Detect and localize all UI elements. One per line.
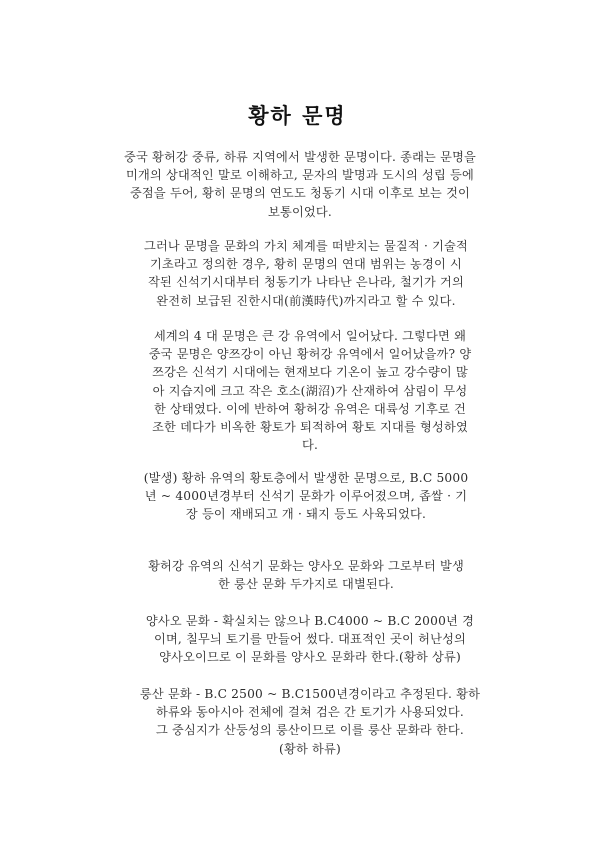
text-line: 룽산 문화 - B.C 2500 ~ B.C1500년경이라고 추정된다. 황하	[139, 687, 481, 701]
text-line: 이며, 칠무늬 토기를 만들어 썼다. 대표적인 곳이 허난성의	[153, 632, 467, 647]
text-line: (황하 하류)	[279, 741, 341, 756]
text-line: 중점을 두어, 황히 문명의 연도도 청동기 시대 이후로 보는 것이	[129, 186, 471, 201]
text-line: 보통이었다.	[268, 204, 332, 219]
document-title: 황하 문명	[248, 103, 347, 128]
text-line: 조한 데다가 비옥한 황토가 퇴적하여 황토 지대를 형성하였	[152, 420, 468, 435]
text-line: 미개의 상대적인 말로 이해하고, 문자의 발명과 도시의 성립 등에	[126, 168, 474, 183]
text-line: 중국 황허강 중류, 하류 지역에서 발생한 문명이다. 종래는 문명을	[123, 150, 477, 164]
text-line: 다.	[301, 438, 319, 453]
text-line: 하류와 동아시아 전체에 걸쳐 검은 간 토기가 사용되었다.	[156, 705, 464, 720]
text-line: 아 지습지에 크고 작은 호소(湖沼)가 산재하여 삼림이 무성	[152, 383, 468, 398]
text-line: 세계의 4 대 문명은 큰 강 유역에서 일어났다. 그렇다면 왜	[153, 329, 467, 343]
text-line: 작된 신석기시대부터 청동기가 나타난 은나라, 철기가 거의	[148, 275, 464, 290]
text-line: 완전히 보급된 진한시대(前漢時代)까지라고 할 수 있다.	[156, 293, 456, 308]
text-line: 양사오 문화 - 확실치는 않으나 B.C4000 ~ B.C 2000년 경	[145, 614, 475, 628]
text-line: 쯔강은 신석기 시대에는 현재보다 기온이 높고 강수량이 많	[152, 365, 468, 380]
text-line: 그러나 문명을 문화의 가치 체계를 떠받치는 물질적 · 기술적	[143, 239, 469, 253]
paragraph-longshan-culture	[110, 685, 510, 758]
text-line: 한 룽산 문화 두가지로 대별된다.	[217, 577, 395, 592]
text-line: 기초라고 정의한 경우, 황히 문명의 연대 범위는 농경이 시	[149, 257, 463, 272]
paragraph-neolithic-cultures	[110, 557, 502, 593]
text-line: 한 상태였다. 이에 반하여 황허강 유역은 대륙성 기후로 건	[153, 401, 467, 416]
paragraph-river-comparison	[110, 327, 510, 454]
text-line: 중국 문명은 양쯔강이 아닌 황허강 유역에서 일어났을까? 양	[148, 347, 472, 362]
text-line: 년 ~ 4000년경부터 신석기 문화가 이루어졌으며, 좁쌀 · 기	[144, 489, 468, 504]
paragraph-period-range	[110, 237, 502, 310]
text-line: 양사오이므로 이 문화를 양사오 문화라 한다.(황하 상류)	[159, 650, 461, 665]
text-line: 황허강 유역의 신석기 문화는 양사오 문화와 그로부터 발생	[148, 559, 464, 573]
text-line: 그 중심지가 산둥성의 룽산이므로 이를 룽산 문화라 한다.	[156, 723, 464, 738]
paragraph-definition	[80, 148, 520, 221]
paragraph-origin	[110, 469, 502, 524]
text-line: (발생) 황하 유역의 황토층에서 발생한 문명으로, B.C 5000	[143, 471, 469, 485]
paragraph-yangshao-culture	[110, 612, 510, 667]
text-line: 장 등이 재배되고 개 · 돼지 등도 사육되었다.	[185, 507, 427, 522]
